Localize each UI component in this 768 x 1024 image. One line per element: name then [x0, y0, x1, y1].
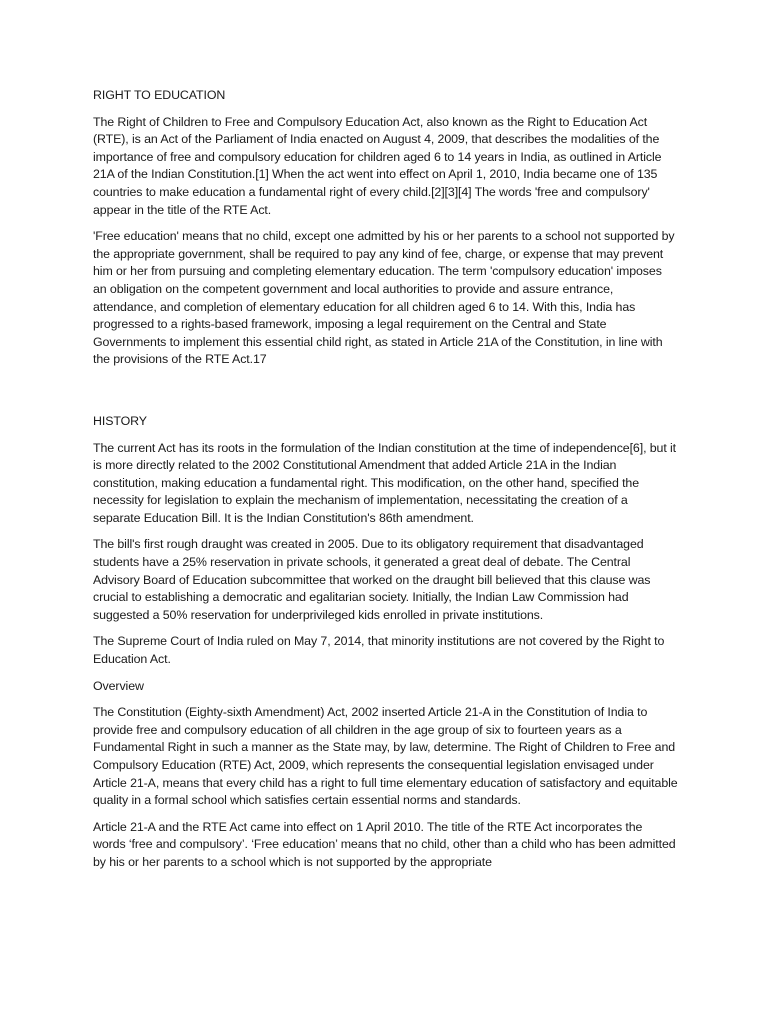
- paragraph: The Right of Children to Free and Compulsory Education Act, also known as the Right to Education Act (RTE), is an Act of the Parliament of India enacted on August 4, 2009, that describes the modalities of the importance of free and compulsory education for children aged 6 to 14 years in India, as outlined in Article 21A of the Indian Constitution.[1] When the act went into effect on April 1, 2010, India became one of 135 countries to make education a fundamental right of every child.[2][3][4] The words 'free and compulsory' appear in the title of the RTE Act.: [93, 114, 662, 217]
- section-heading: Overview: [93, 678, 144, 693]
- section-heading: RIGHT TO EDUCATION: [93, 88, 226, 102]
- section-right-to-education: [93, 87, 678, 369]
- paragraph: 'Free education' means that no child, except one admitted by his or her parents to a school not supported by the appropriate government, shall be required to pay any kind of fee, charge, or expense that may prevent him or her from pursuing and completing elementary education. The term 'compulsory education' imposes an obligation on the competent government and local authorities to provide and assure entrance, attendance, and completion of elementary education for all children aged 6 to 14. With this, India has progressed to a rights-based framework, imposing a legal requirement on the Central and State Governments to implement this essential child right, as stated in Article 21A of the Constitution, in line with the provisions of the RTE Act.17: [93, 229, 675, 367]
- section-overview: [93, 678, 678, 872]
- paragraph: The current Act has its roots in the formulation of the Indian constitution at the time of independence[6], but it is more directly related to the 2002 Constitutional Amendment that added Article 21A in the Indian constitution, making education a fundamental right. This modification, on the other hand, specified the necessity for legislation to explain the mechanism of implementation, necessitating the creation of a separate Education Bill. It is the Indian Constitution's 86th amendment.: [93, 440, 677, 525]
- section-heading: HISTORY: [93, 413, 147, 428]
- paragraph: Article 21-A and the RTE Act came into effect on 1 April 2010. The title of the RTE Act incorporates the words ‘free and compulsory’. ‘Free education’ means that no child, other than a child who has been admitted by his or her parents to a school which is not supported by the appropriate: [93, 819, 676, 869]
- document-page: [93, 87, 678, 881]
- section-spacer: [93, 378, 678, 413]
- section-history: [93, 413, 678, 669]
- paragraph: The Constitution (Eighty-sixth Amendment) Act, 2002 inserted Article 21-A in the Constitution of India to provide free and compulsory education of all children in the age group of six to fourteen years as a Fundamental Right in such a manner as the State may, by law, determine. The Right of Children to Free and Compulsory Education (RTE) Act, 2009, which represents the consequential legislation envisaged under Article 21-A, means that every child has a right to full time elementary education of satisfactory and equitable quality in a formal school which satisfies certain essential norms and standards.: [93, 705, 678, 808]
- paragraph: The bill's first rough draught was created in 2005. Due to its obligatory requirement that disadvantaged students have a 25% reservation in private schools, it generated a great deal of debate. The Central Advisory Board of Education subcommittee that worked on the draught bill believed that this clause was crucial to establishing a democratic and egalitarian society. Initially, the Indian Law Commission had suggested a 50% reservation for underprivileged kids enrolled in private institutions.: [93, 537, 651, 622]
- paragraph: The Supreme Court of India ruled on May 7, 2014, that minority institutions are not covered by the Right to Education Act.: [93, 634, 665, 667]
